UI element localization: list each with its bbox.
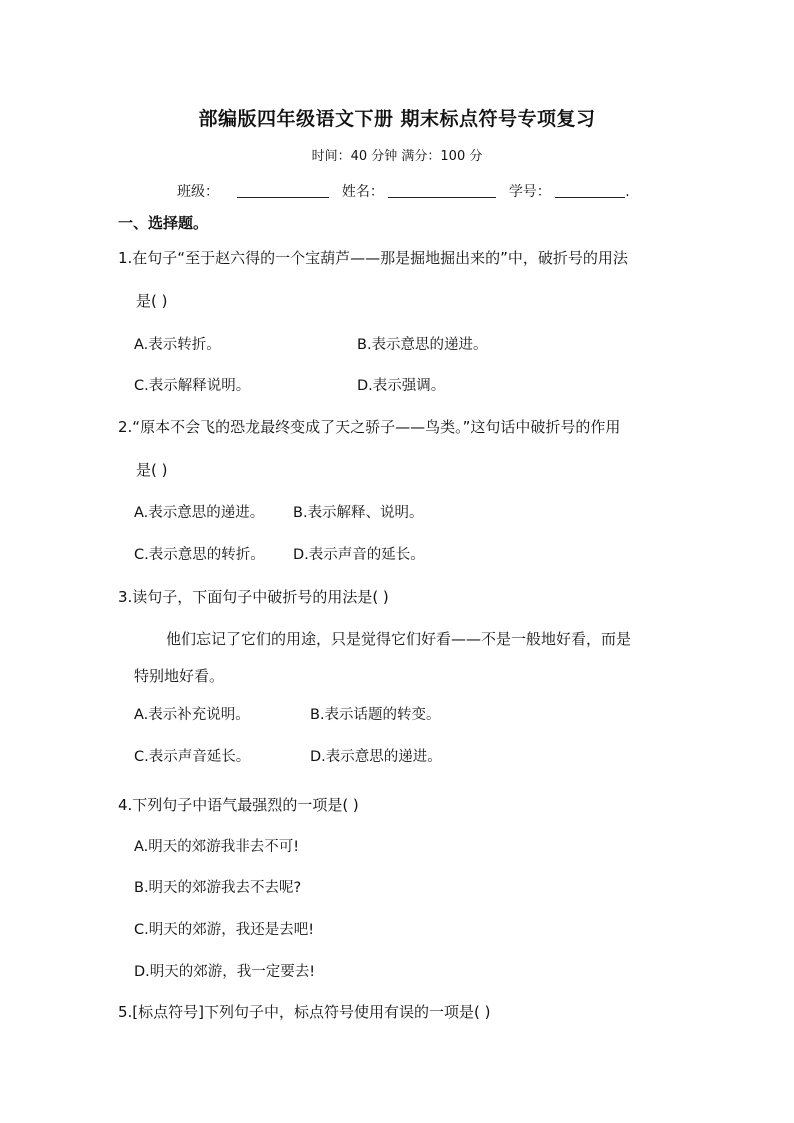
name-blank: [388, 183, 496, 198]
question-4-option-b: B.明天的郊游我去不去呢?: [134, 880, 302, 896]
name-label: 姓名：: [341, 184, 384, 200]
question-1-option-d: D.表示强调。: [357, 378, 446, 394]
id-blank: [555, 183, 625, 198]
question-1-text: 1.在句子“至于赵六得的一个宝葫芦——那是掘地掘出来的”中，破折号的用法: [118, 249, 628, 267]
class-label: 班级：: [177, 184, 219, 200]
page-title: 部编版四年级语文下册 期末标点符号专项复习: [198, 108, 596, 130]
question-3-option-b: B.表示话题的转变。: [310, 707, 441, 723]
question-2-option-b: B.表示解释、说明。: [293, 505, 424, 521]
question-4-option-a: A.明天的郊游我非去不可!: [134, 839, 300, 855]
question-3-text: 3.读句子，下面句子中破折号的用法是( ): [118, 588, 389, 606]
question-4-option-c: C.明天的郊游，我还是去吧!: [134, 922, 315, 938]
question-2-option-c: C.表示意思的转折。: [134, 547, 265, 563]
class-blank: [237, 183, 329, 198]
exam-time-score: 时间：40 分钟 满分：100 分: [311, 149, 483, 164]
question-3-option-a: A.表示补充说明。: [134, 707, 250, 723]
student-info-row: [177, 181, 630, 201]
question-1-option-a: A.表示转折。: [134, 337, 221, 353]
info-end-mark: .: [625, 184, 630, 200]
question-4-option-d: D.明天的郊游，我一定要去!: [134, 964, 316, 980]
question-1-paren: 是( ): [136, 292, 168, 310]
id-label: 学号：: [508, 184, 551, 200]
section-heading: 一、选择题。: [118, 214, 209, 232]
question-2-option-a: A.表示意思的递进。: [134, 505, 265, 521]
question-1-option-c: C.表示解释说明。: [134, 378, 251, 394]
question-1-option-b: B.表示意思的递进。: [357, 337, 488, 353]
question-3-option-d: D.表示意思的递进。: [310, 749, 442, 765]
question-2-paren: 是( ): [136, 461, 168, 479]
question-3-passage-line2: 特别地好看。: [134, 667, 225, 685]
question-3-passage-line1: 他们忘记了它们的用途，只是觉得它们好看——不是一般地好看，而是: [166, 630, 632, 648]
question-5-text: 5.[标点符号]下列句子中，标点符号使用有误的一项是( ): [118, 1003, 491, 1021]
question-4-text: 4.下列句子中语气最强烈的一项是( ): [118, 796, 359, 814]
question-3-option-c: C.表示声音延长。: [134, 749, 251, 765]
question-2-option-d: D.表示声音的延长。: [293, 547, 425, 563]
question-2-text: 2.“原本不会飞的恐龙最终变成了天之骄子——鸟类。”这句话中破折号的作用: [118, 418, 621, 436]
